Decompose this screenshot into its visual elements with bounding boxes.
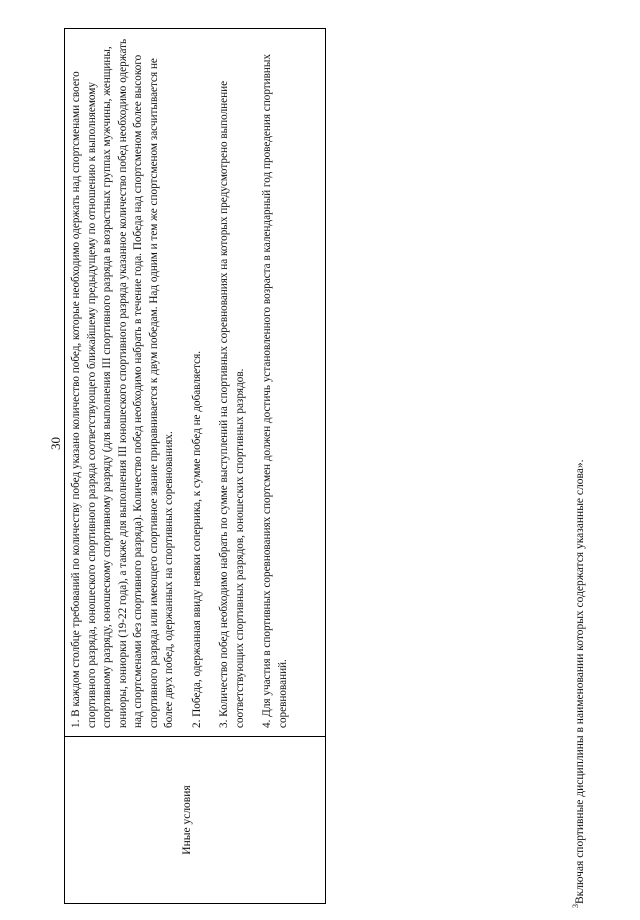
footnote [571, 459, 586, 909]
page-number: 30 [48, 437, 63, 450]
condition-paragraph-4: 4. Для участия в спортивных соревнованиях спортсмен должен достичь установленного возраста в календарный год проведения спортивных соревнований. [261, 53, 289, 728]
table-label-column [65, 736, 325, 903]
footnote-text: Включая спортивные дисциплины в наименовании которых содержатся указанные слова». [574, 459, 586, 904]
condition-paragraph-3: 3. Количество побед необходимо набрать по сумме выступлений на спортивных соревнованиях на которых предусмотрено выполнение соответствующих спортивных разрядов, юношеских спортивных разрядов. [218, 80, 246, 728]
condition-paragraph-1: 1. В каждом столбце требований по количеству побед указано количество побед, которые необходимо одержать над спортсменами своего спортивного разряда, юношеского спортивного разряда соответствующего ближайшему предыдущему по отношению к выполняемому спортивному разряду, юношескому спортивному разряду (для выполнения III спортивного разряда в возрастных группах мужчины, женщины, юниоры, юниорки (19-22 года), а также для выполнения III юношеского спортивного разряда указанное количество побед необходимо одержать над спортсменами без спортивного разряда). Количество побед необходимо набрать в течение года. Победа над спортсменом более высокого спортивного разряда или имеющего спортивное звание приравнивается к двум победам. Над одним и тем же спортсменом засчитывается не более двух побед, одержанных на спортивных соревнованиях. [70, 38, 175, 728]
table-content-column [65, 29, 325, 736]
condition-paragraph-2: 2. Победа, одержанная ввиду неявки соперника, к сумме побед не добавляется. [190, 350, 203, 728]
row-label: Иные условия [181, 785, 193, 855]
conditions-table [64, 28, 326, 904]
footnote-marker: 3 [571, 904, 581, 908]
